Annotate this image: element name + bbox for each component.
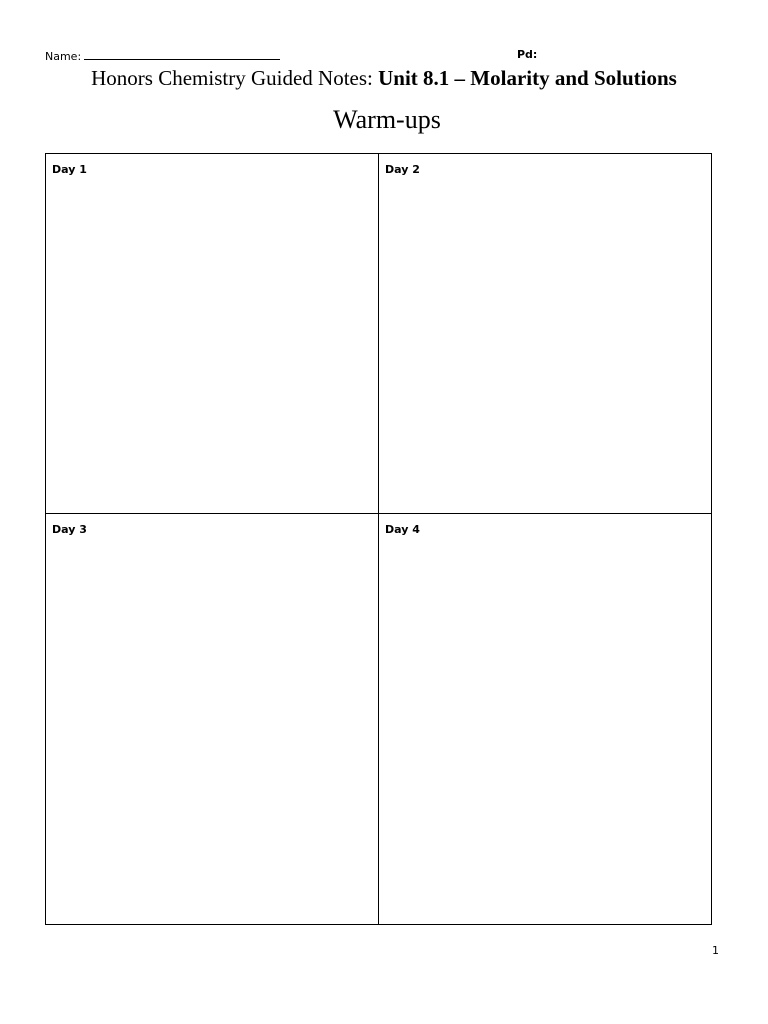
warmup-cell-label: Day 4: [385, 523, 420, 536]
name-field[interactable]: [45, 48, 280, 64]
name-blank-line[interactable]: [84, 48, 280, 60]
warmups-grid: [45, 153, 712, 925]
warmup-cell-day-2[interactable]: [379, 154, 711, 513]
page-title-unit: Unit 8.1 – Molarity and Solutions: [378, 66, 677, 90]
section-heading: Warm-ups: [333, 105, 441, 134]
warmup-cell-day-3[interactable]: [46, 514, 378, 924]
warmup-cell-label: Day 3: [52, 523, 87, 536]
page-number: 1: [712, 944, 719, 957]
warmup-cell-label: Day 2: [385, 163, 420, 176]
period-label: Pd:: [517, 48, 538, 61]
name-label: Name:: [45, 50, 82, 63]
warmup-cell-day-4[interactable]: [379, 514, 711, 924]
warmup-cell-day-1[interactable]: [46, 154, 378, 513]
page-title-course: Honors Chemistry Guided Notes:: [91, 66, 379, 90]
warmup-cell-label: Day 1: [52, 163, 87, 176]
page-title: [0, 64, 768, 92]
